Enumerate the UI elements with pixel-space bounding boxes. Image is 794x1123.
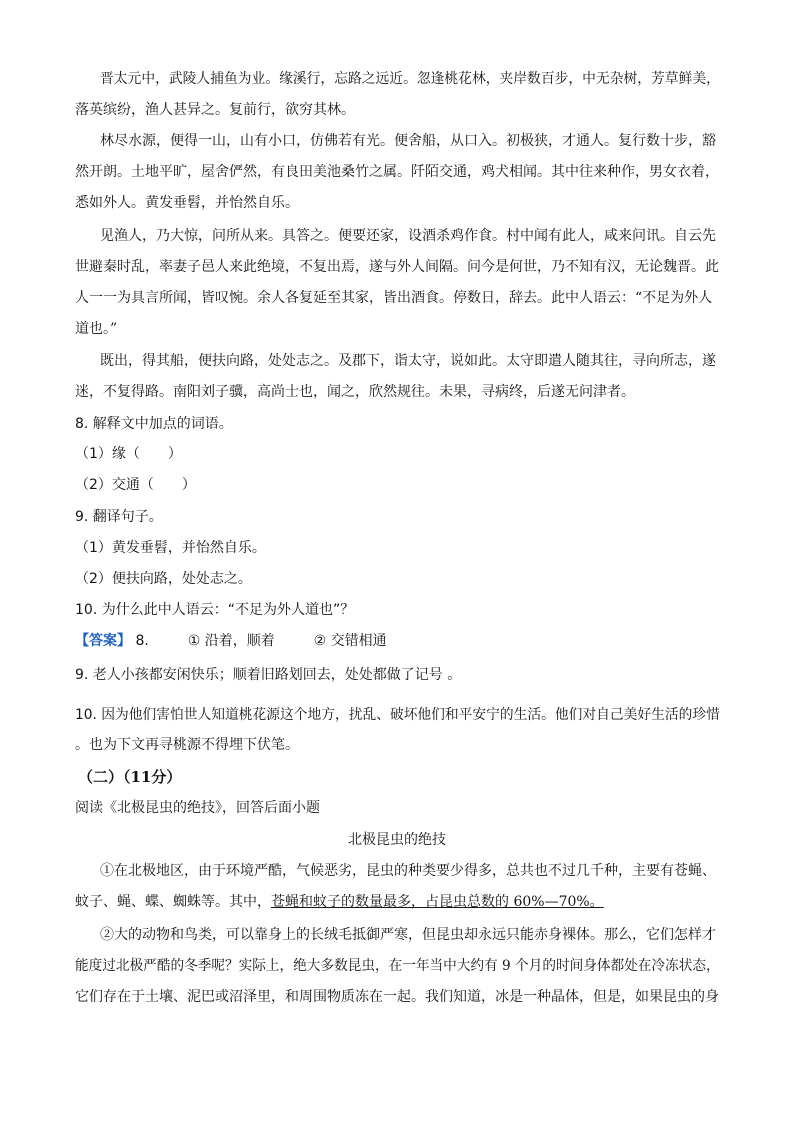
- question-9: 9. 翻译句子。: [75, 509, 163, 525]
- article-line: 它们存在于土壤、泥巴或沼泽里，和周围物质冻在一起。我们知道，冰是一种晶体，但是，如果昆虫的身: [75, 989, 719, 1005]
- passage-line: 既出，得其船，便扶向路，处处志之。及郡下，诣太守，说如此。太守即遣人随其往，寻向所志，遂: [100, 353, 716, 369]
- passage-line: 林尽水源，便得一山，山有小口，仿佛若有光。便舍船，从口入。初极狭，才通人。复行数十步，豁: [100, 133, 716, 149]
- article-line: 能度过北极严酷的冬季呢？实际上，绝大多数昆虫，在一年当中大约有 9 个月的时间身体都处在冷冻状态，: [75, 958, 720, 974]
- question-8-1: （1）缘（ ）: [75, 446, 182, 462]
- question-9-2: （2）便扶向路，处处志之。: [75, 571, 252, 587]
- answer-tag: 【答案】: [75, 633, 131, 649]
- passage-line: 世避秦时乱，率妻子邑人来此绝境，不复出焉，遂与外人间隔。问今是何世，乃不知有汉，无论魏晋。此: [75, 259, 719, 275]
- passage-line: 见渔人，乃大惊，问所从来。具答之。便要还家，设酒杀鸡作食。村中闻有此人，咸来问讯。自云先: [100, 228, 716, 244]
- underlined-sentence: 苍蝇和蚊子的数量最多，占昆虫总数的 60%—70%。: [271, 894, 604, 910]
- question-8: 8. 解释文中加点的词语。: [75, 416, 233, 432]
- passage-line: 然开朗。土地平旷，屋舍俨然，有良田美池桑竹之属。阡陌交通，鸡犬相闻。其中往来种作，男女衣着，: [75, 164, 719, 180]
- answer-8-1: ① 沿着，顺着: [187, 633, 275, 649]
- answer-9: 9. 老人小孩都安闲快乐；顺着旧路划回去，处处都做了记号 。: [75, 667, 462, 683]
- passage-line: 落英缤纷，渔人甚异之。复前行，欲穷其林。: [75, 102, 355, 118]
- question-9-1: （1）黄发垂髫，并怡然自乐。: [75, 540, 266, 556]
- passage-line: 晋太元中，武陵人捕鱼为业。缘溪行，忘路之远近。忽逢桃花林，夹岸数百步，中无杂树，芳草鲜美，: [100, 71, 720, 87]
- article-line: [75, 891, 604, 911]
- answer-10-line: 。也为下文再寻桃源不得埋下伏笔。: [75, 737, 299, 753]
- answer-8-2: ② 交错相通: [313, 633, 387, 649]
- answer-8-number: 8.: [135, 633, 149, 649]
- passage-line: 迷，不复得路。南阳刘子骥，高尚士也，闻之，欣然规往。未果，寻病终，后遂无问津者。: [75, 384, 635, 400]
- passage-line: 道也。”: [75, 321, 118, 337]
- article-text: 蚊子、蝇、蝶、蜘蛛等。其中，: [75, 894, 271, 910]
- article-title: 北极昆虫的绝技: [348, 832, 446, 848]
- article-line: ②大的动物和鸟类，可以靠身上的长绒毛抵御严寒，但昆虫却永远只能赤身裸体。那么，它们怎样才: [100, 927, 716, 943]
- section-title: （二）（11分）: [78, 768, 182, 786]
- answer-10-line: 10. 因为他们害怕世人知道桃花源这个地方，扰乱、破坏他们和平安宁的生活。他们对自己美好生活的珍惜: [75, 707, 720, 723]
- passage-line: 人一一为具言所闻，皆叹惋。余人各复延至其家，皆出酒食。停数日，辞去。此中人语云：“不足为外人: [75, 290, 713, 306]
- answer-8: [75, 630, 387, 650]
- article-line: ①在北极地区，由于环境严酷，气候恶劣，昆虫的种类要少得多，总共也不过几千种，主要有苍蝇、: [100, 863, 716, 879]
- question-10: 10. 为什么此中人语云：“不足为外人道也”？: [75, 602, 355, 618]
- passage-line: 悉如外人。黄发垂髫，并怡然自乐。: [75, 195, 299, 211]
- question-8-2: （2）交通（ ）: [75, 477, 196, 493]
- reading-instruction: 阅读《北极昆虫的绝技》，回答后面小题: [75, 800, 320, 816]
